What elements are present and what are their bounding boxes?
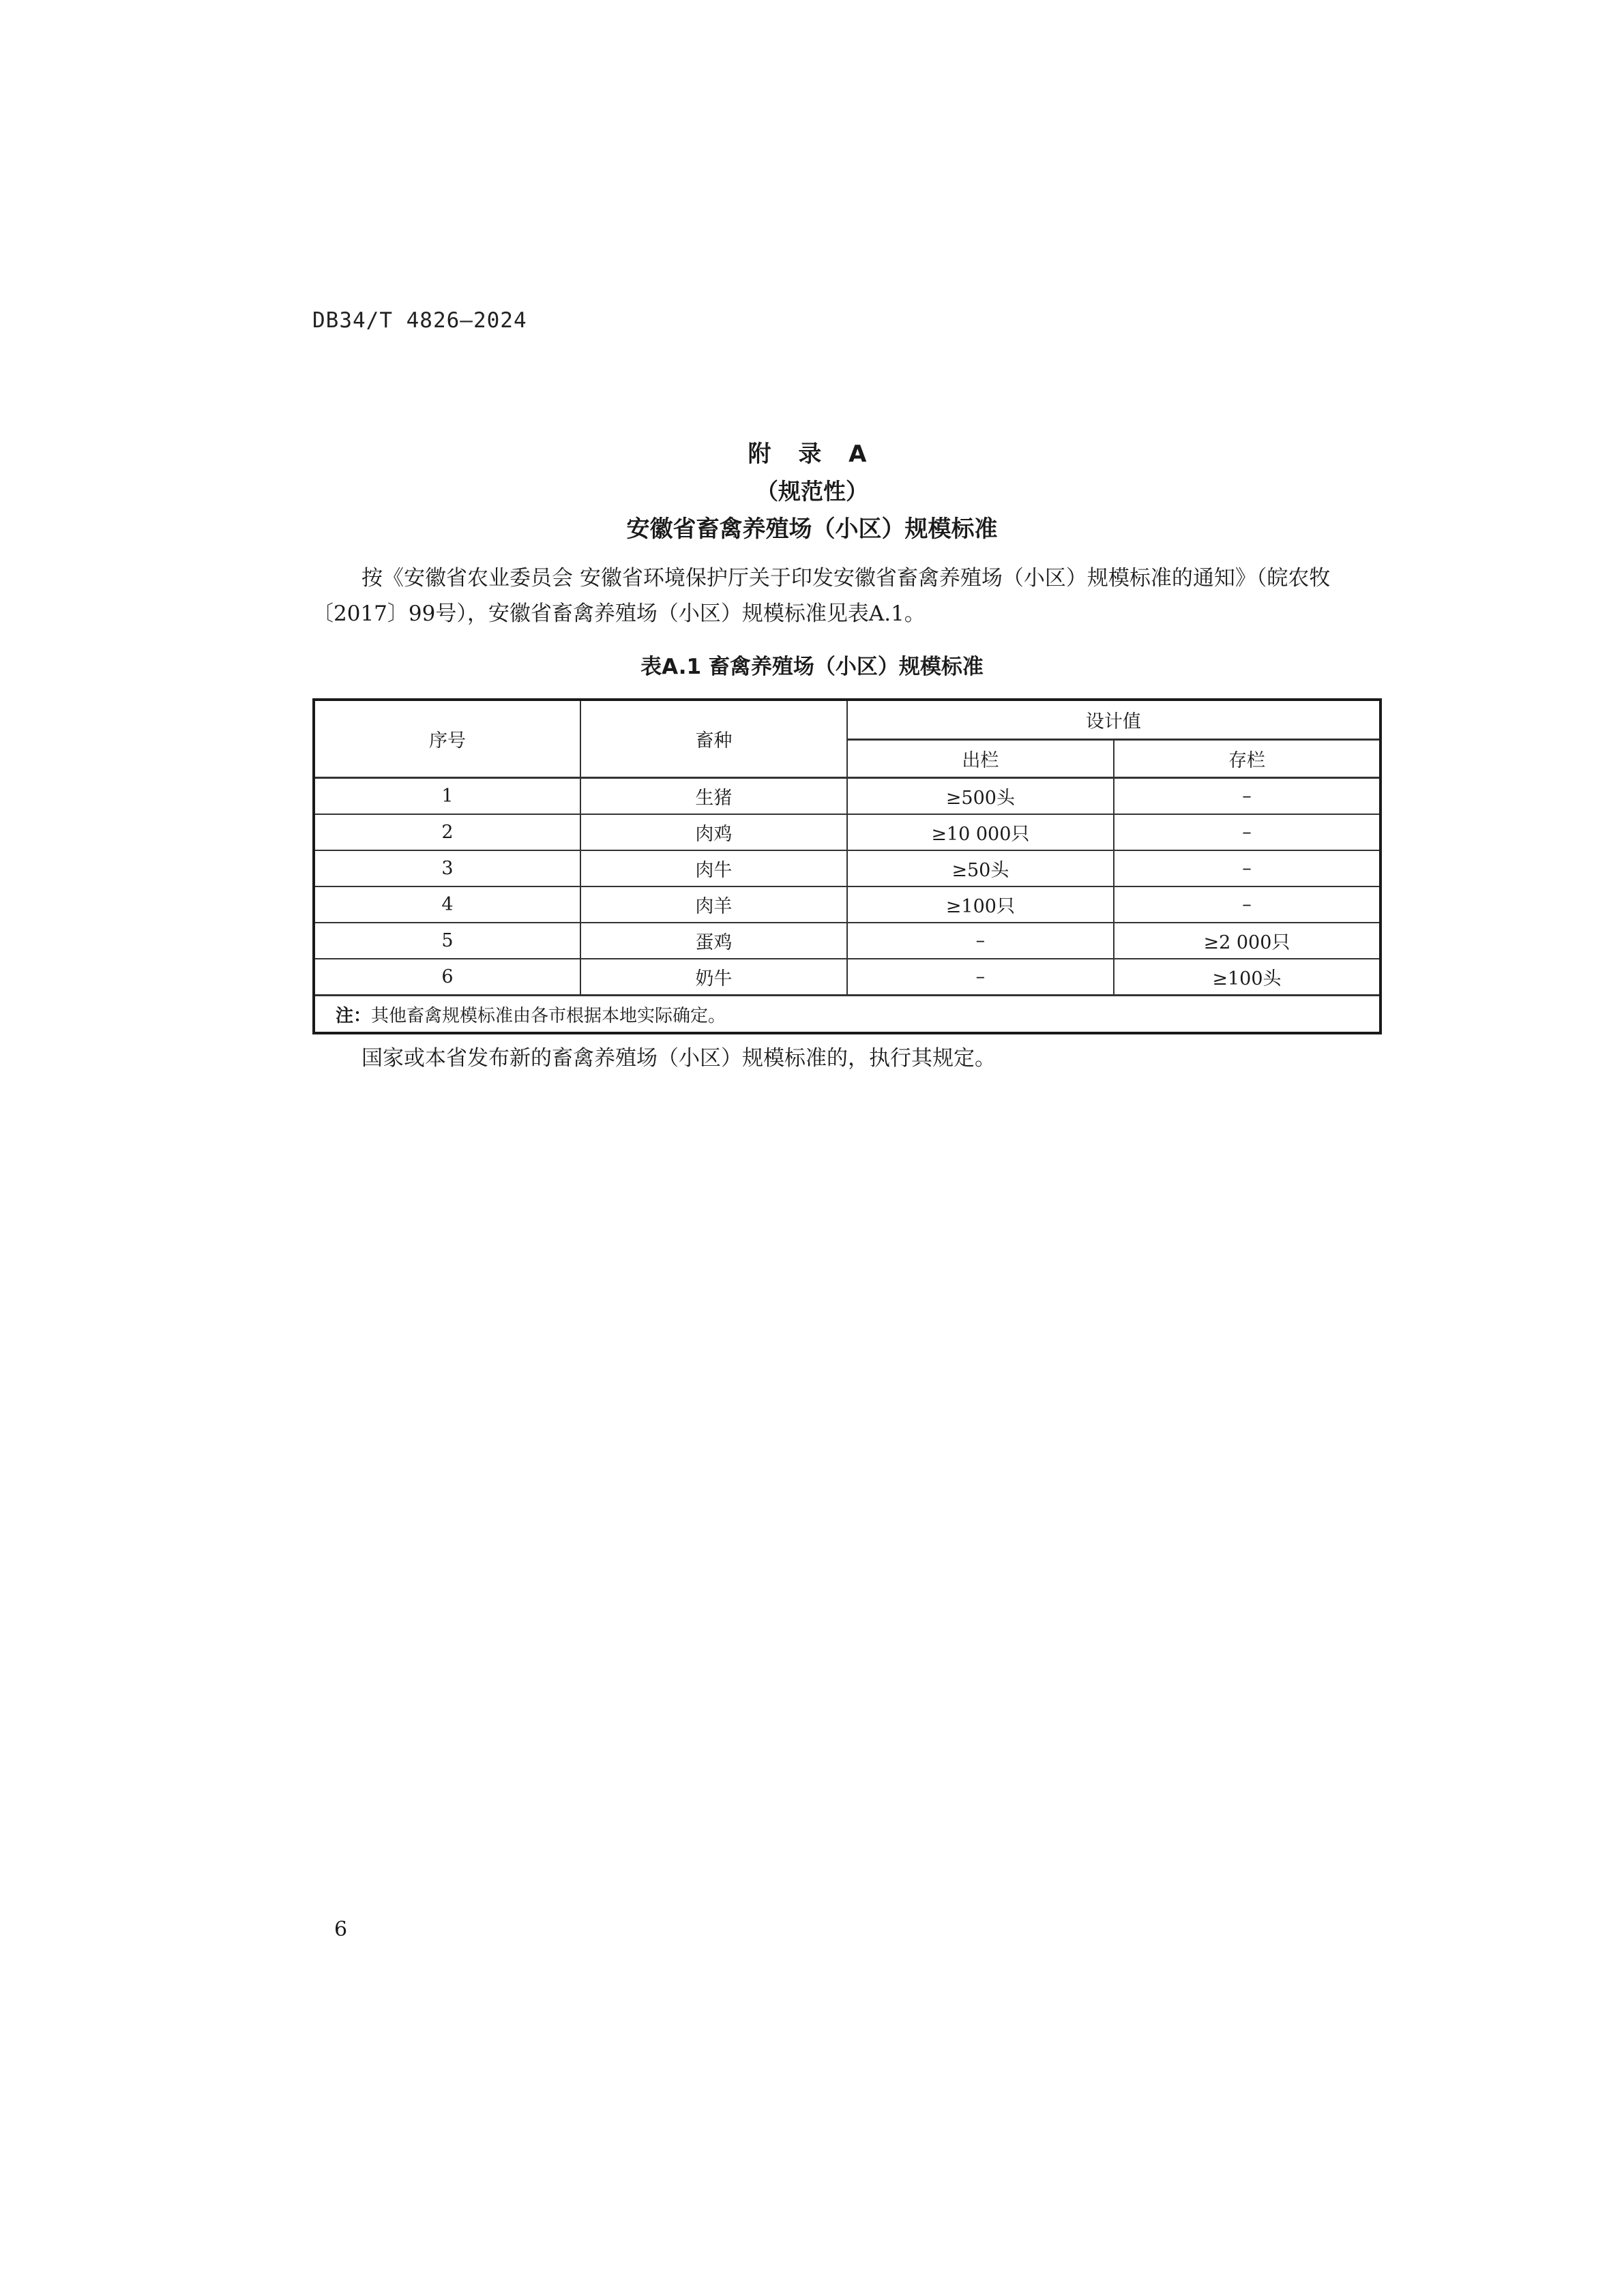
row-index: 5: [314, 923, 580, 959]
page-number: 6: [334, 1918, 348, 1941]
scale-standard-table: [312, 698, 1382, 1034]
table-caption: 表A.1 畜禽养殖场（小区）规模标准: [640, 655, 984, 679]
header-species: 畜种: [580, 700, 847, 778]
row-stock: –: [1114, 778, 1381, 815]
row-index: 4: [314, 886, 580, 923]
row-stock: ≥100头: [1114, 959, 1381, 996]
table-row: [314, 814, 1381, 850]
appendix-type: （规范性）: [756, 478, 868, 505]
table-note-row: [314, 996, 1381, 1034]
standard-code: DB34/T 4826—2024: [312, 308, 527, 333]
row-species: 蛋鸡: [580, 923, 847, 959]
table-note: [314, 996, 1381, 1034]
row-species: 肉牛: [580, 850, 847, 886]
note-label: 注：: [336, 1005, 372, 1026]
row-outflow: –: [847, 959, 1114, 996]
row-index: 3: [314, 850, 580, 886]
row-species: 生猪: [580, 778, 847, 815]
row-outflow: ≥500头: [847, 778, 1114, 815]
row-index: 1: [314, 778, 580, 815]
header-design-value: 设计值: [847, 700, 1381, 740]
row-species: 奶牛: [580, 959, 847, 996]
header-index: 序号: [314, 700, 580, 778]
row-stock: –: [1114, 850, 1381, 886]
row-index: 2: [314, 814, 580, 850]
row-stock: ≥2 000只: [1114, 923, 1381, 959]
table-row: [314, 850, 1381, 886]
row-species: 肉鸡: [580, 814, 847, 850]
table-row: [314, 923, 1381, 959]
table-row: [314, 778, 1381, 815]
row-outflow: ≥50头: [847, 850, 1114, 886]
appendix-title: 附 录 A: [748, 441, 876, 468]
row-outflow: ≥10 000只: [847, 814, 1114, 850]
header-outflow: 出栏: [847, 740, 1114, 778]
table-row: [314, 959, 1381, 996]
row-stock: –: [1114, 886, 1381, 923]
closing-paragraph: 国家或本省发布新的畜禽养殖场（小区）规模标准的，执行其规定。: [361, 1046, 996, 1071]
intro-paragraph: 按《安徽省农业委员会 安徽省环境保护厅关于印发安徽省畜禽养殖场（小区）规模标准的通知》（皖农牧〔2017〕99号），安徽省畜禽养殖场（小区）规模标准见表A.1。: [312, 566, 1331, 626]
row-outflow: ≥100只: [847, 886, 1114, 923]
table-row: [314, 886, 1381, 923]
header-stock: 存栏: [1114, 740, 1381, 778]
row-outflow: –: [847, 923, 1114, 959]
appendix-heading: 安徽省畜禽养殖场（小区）规模标准: [626, 516, 998, 543]
row-stock: –: [1114, 814, 1381, 850]
row-species: 肉羊: [580, 886, 847, 923]
note-text: 其他畜禽规模标准由各市根据本地实际确定。: [371, 1005, 726, 1026]
row-index: 6: [314, 959, 580, 996]
